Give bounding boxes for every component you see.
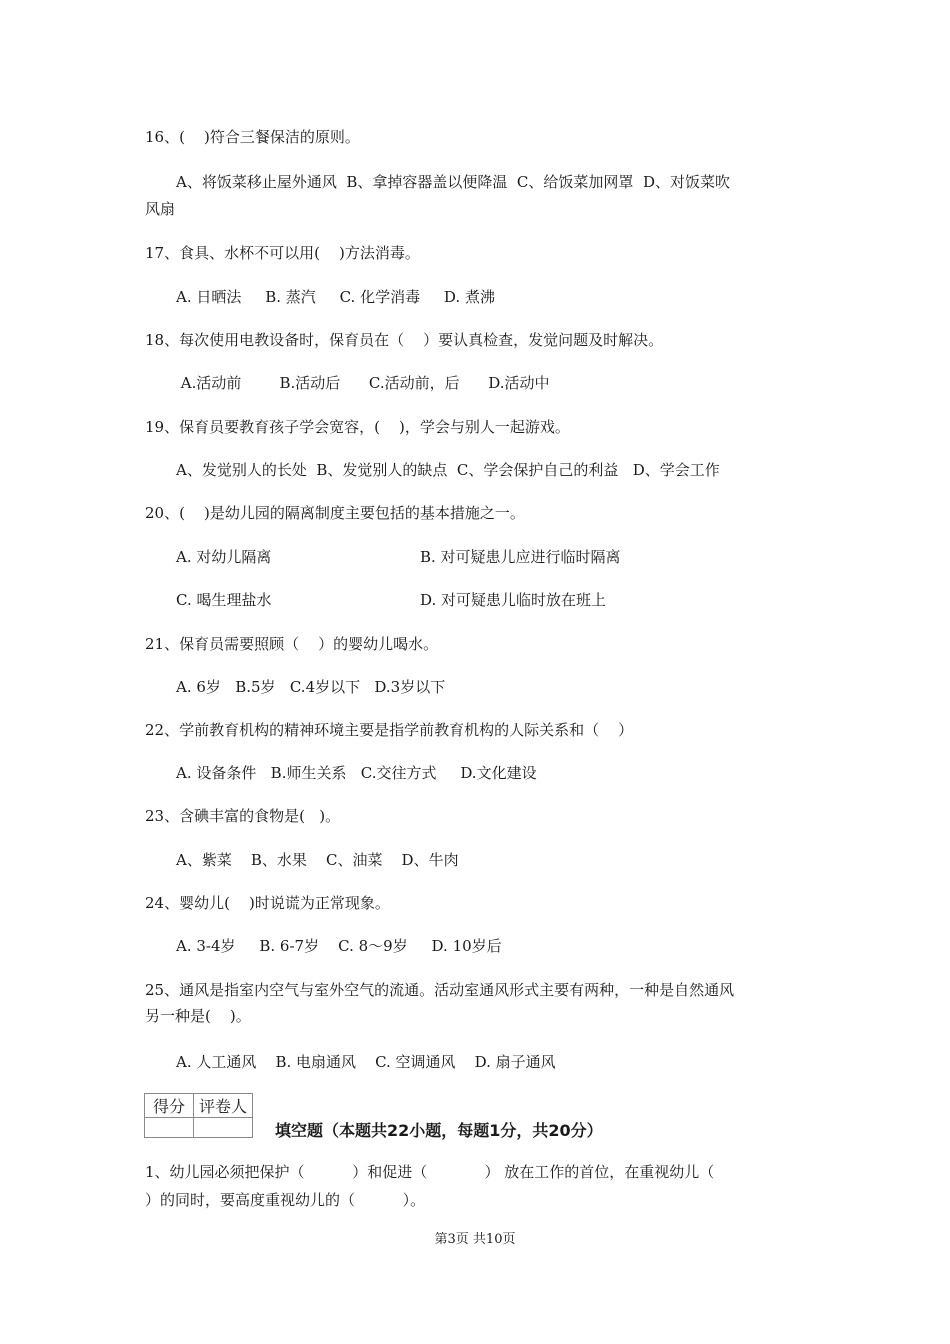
- question-23: 23、含碘丰富的食物是( )。: [145, 807, 341, 825]
- question-25-cont: 另一种是( )。: [145, 1007, 251, 1025]
- question-25-options: A. 人工通风 B. 电扇通风 C. 空调通风 D. 扇子通风: [176, 1053, 556, 1071]
- question-16-options-cont: 风扇: [145, 200, 176, 218]
- grader-label: 评卷人: [194, 1094, 253, 1118]
- question-22: 22、学前教育机构的精神环境主要是指学前教育机构的人际关系和（ ）: [145, 721, 634, 739]
- question-20: 20、( )是幼儿园的隔离制度主要包括的基本措施之一。: [145, 504, 525, 522]
- question-18: 18、每次使用电教设备时，保育员在（ ）要认真检查，发觉问题及时解决。: [145, 331, 664, 349]
- question-18-options: A.活动前 B.活动后 C.活动前，后 D.活动中: [176, 374, 550, 392]
- question-19-options: A、发觉别人的长处 B、发觉别人的缺点 C、学会保护自己的利益 D、学会工作: [176, 461, 720, 479]
- section-title: 填空题（本题共22小题，每题1分，共20分）: [275, 1121, 603, 1140]
- question-25: 25、通风是指室内空气与室外空气的流通。活动室通风形式主要有两种，一种是自然通风: [145, 981, 735, 999]
- score-cell: [145, 1118, 194, 1138]
- question-23-options: A、紫菜 B、水果 C、油菜 D、牛肉: [176, 851, 459, 869]
- question-24: 24、婴幼儿( )时说谎为正常现象。: [145, 894, 390, 912]
- question-20-option-c: C. 喝生理盐水: [176, 591, 272, 609]
- question-20-option-b: B. 对可疑患儿应进行临时隔离: [420, 548, 621, 566]
- grader-cell: [194, 1118, 253, 1138]
- page-footer: 第3页 共10页: [434, 1232, 516, 1247]
- score-box: [144, 1093, 253, 1138]
- question-16: 16、( )符合三餐保洁的原则。: [145, 128, 360, 146]
- question-21-options: A. 6岁 B.5岁 C.4岁以下 D.3岁以下: [176, 678, 446, 696]
- question-20-option-d: D. 对可疑患儿临时放在班上: [420, 591, 607, 609]
- question-17-options: A. 日晒法 B. 蒸汽 C. 化学消毒 D. 煮沸: [176, 288, 495, 306]
- question-24-options: A. 3-4岁 B. 6-7岁 C. 8～9岁 D. 10岁后: [176, 937, 502, 955]
- question-19: 19、保育员要教育孩子学会宽容，( )，学会与别人一起游戏。: [145, 418, 570, 436]
- question-16-options: A、将饭菜移止屋外通风 B、拿掉容器盖以便降温 C、给饭菜加网罩 D、对饭菜吹: [176, 173, 730, 191]
- fill-question-1: 1、幼儿园必须把保护（ ）和促进（ ） 放在工作的首位，在重视幼儿（: [145, 1163, 715, 1181]
- question-20-option-a: A. 对幼儿隔离: [176, 548, 272, 566]
- fill-question-1-cont: ）的同时，要高度重视幼儿的（ ）。: [145, 1191, 426, 1209]
- question-22-options: A. 设备条件 B.师生关系 C.交往方式 D.文化建设: [176, 764, 537, 782]
- score-label: 得分: [145, 1094, 194, 1118]
- question-17: 17、食具、水杯不可以用( )方法消毒。: [145, 244, 420, 262]
- question-21: 21、保育员需要照顾（ ）的婴幼儿喝水。: [145, 635, 439, 653]
